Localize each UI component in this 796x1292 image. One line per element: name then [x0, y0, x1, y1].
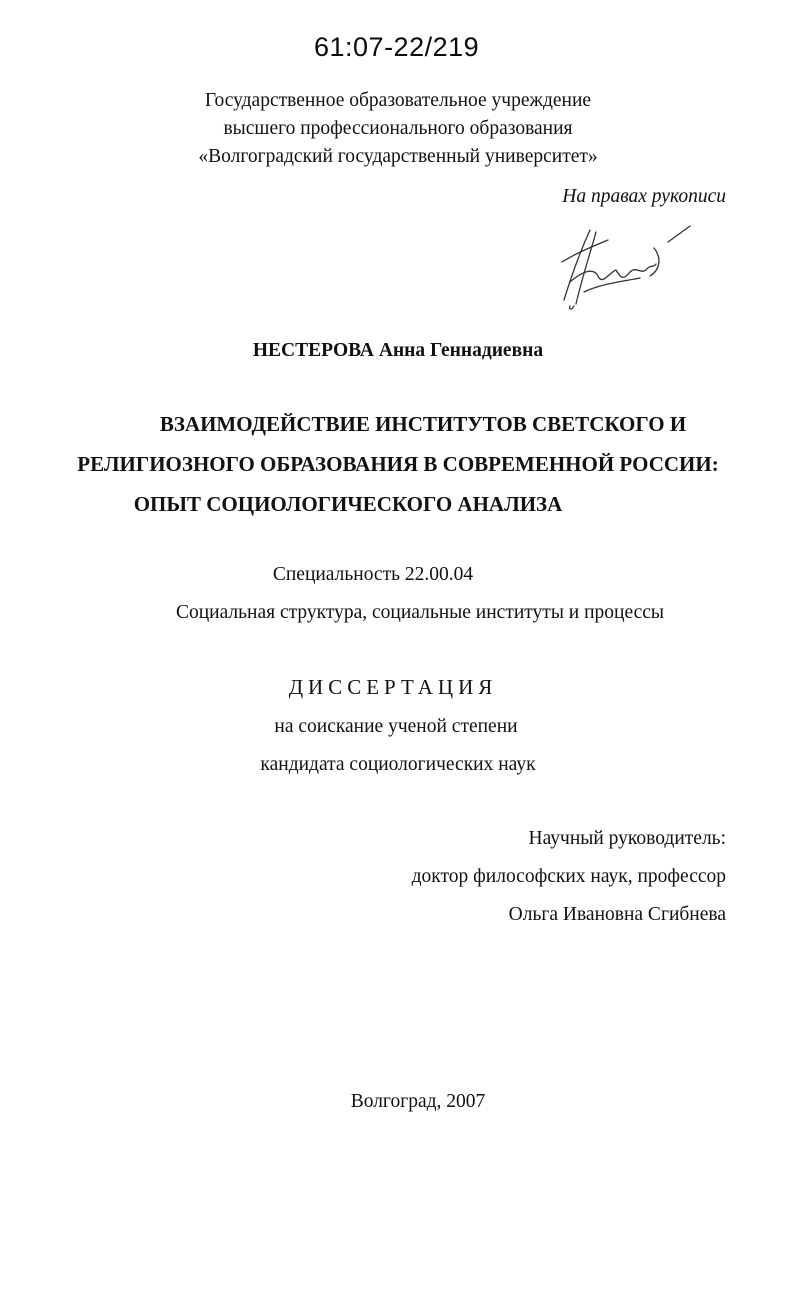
supervisor-name: Ольга Ивановна Сгибнева — [508, 904, 726, 925]
title-line-1: ВЗАИМОДЕЙСТВИЕ ИНСТИТУТОВ СВЕТСКОГО И — [159, 412, 687, 436]
degree-line-1: на соискание ученой степени — [274, 716, 518, 737]
author-name — [0, 340, 796, 362]
title-line-2: РЕЛИГИОЗНОГО ОБРАЗОВАНИЯ В СОВРЕМЕННОЙ РОССИИ: — [77, 452, 719, 476]
dissertation-heading: ДИССЕРТАЦИЯ — [288, 675, 498, 699]
supervisor-degree: доктор философских наук, профессор — [411, 866, 726, 887]
place-year: Волгоград, 2007 — [350, 1091, 486, 1112]
title-line-3: ОПЫТ СОЦИОЛОГИЧЕСКОГО АНАЛИЗА — [133, 492, 563, 516]
degree-line-2: кандидата социологических наук — [260, 754, 536, 775]
archive-code: 61:07-22/219 — [314, 32, 480, 62]
institution-line-1: Государственное образовательное учреждение — [204, 90, 592, 111]
author-surname: НЕСТЕРОВА — [252, 340, 374, 361]
institution-line-3: «Волгоградский государственный университет» — [198, 146, 598, 167]
signature-icon — [550, 212, 700, 312]
institution-line-2: высшего профессионального образования — [223, 118, 573, 139]
supervisor-label: Научный руководитель: — [528, 828, 726, 849]
specialty-name: Социальная структура, социальные институты и процессы — [175, 602, 665, 623]
specialty-code: Специальность 22.00.04 — [272, 564, 474, 585]
manuscript-note: На правах рукописи — [562, 186, 726, 207]
author-given-name: Анна Геннадиевна — [378, 340, 544, 361]
